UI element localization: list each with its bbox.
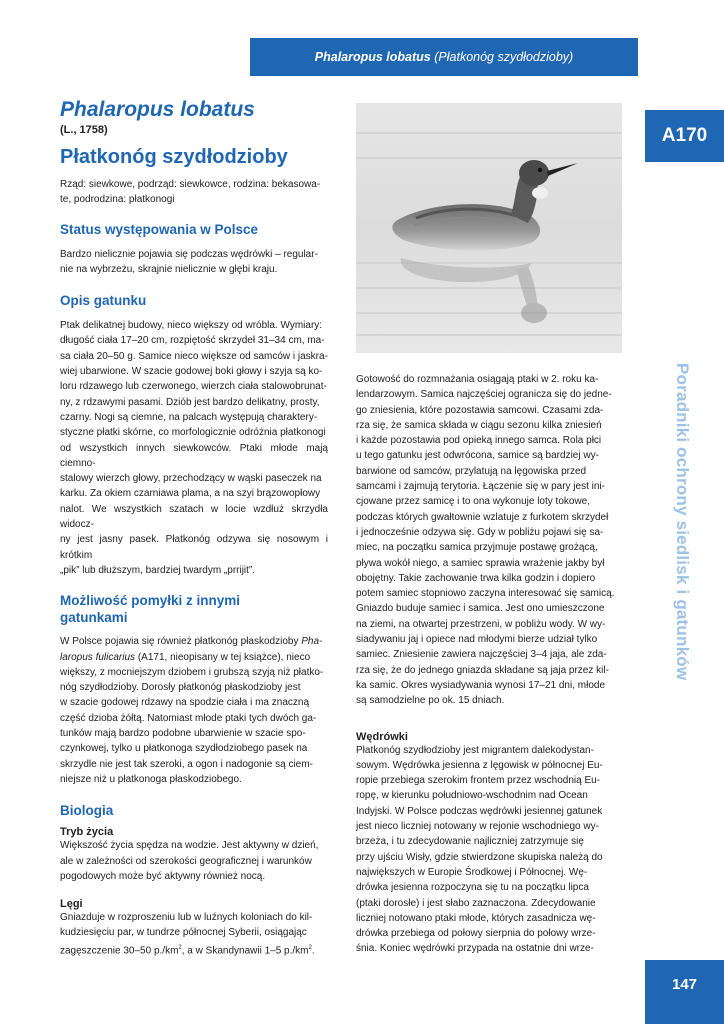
pomylki-line: część dzioba żółtą. Natomiast młode ptaki tych dwóch ga-	[60, 712, 317, 724]
legi-text: zagęszczenie 30–50 p./km	[60, 945, 179, 957]
wedrowki-line: sowym. Wędrówka jesienna z lęgowisk w północnej Eu-	[356, 759, 603, 771]
pomylki-line: tunków mają bardzo podobne ubarwienie w szacie spo-	[60, 728, 306, 740]
pomylki-latin: laropus fulicarius	[60, 651, 136, 663]
legi-line: Gniazduje w rozproszeniu lub w luźnych koloniach do kil-	[60, 912, 313, 924]
body-line: obojętny. Takie zachowanie trwa kilka godzin i dopiero	[356, 572, 596, 584]
body-line: na ziemi, na otwartej przestrzeni, w pobliżu wody. W wy-	[356, 618, 606, 630]
opis-line: długość ciała 17–20 cm, rozpiętość skrzydeł 31–34 cm, ma-	[60, 335, 325, 347]
status-line: nie na wybrzeżu, skrajnie nielicznie w głębi kraju.	[60, 263, 278, 275]
legi-text: , a w Skandynawii 1–5 p./km	[181, 945, 309, 957]
body-line: barwione od samców, przylatują na lęgowiska przed	[356, 465, 587, 477]
wedrowki-line: liczniej notowano ptaki młode, których zasadnicza wę-	[356, 912, 596, 924]
wedrowki-line: Indyjski. W Polsce podczas wędrówki jesiennej gatunek	[356, 805, 603, 817]
pomylki-heading	[60, 592, 328, 626]
header-species-latin: Phalaropus lobatus	[314, 50, 431, 64]
body-line: samcami i zajmują terytoria. Łączenie się w pary jest ini-	[356, 481, 605, 493]
body-line: Gotowość do rozmnażania osiągają ptaki w 2. roku ka-	[356, 374, 599, 385]
pomylki-line: niejsze niż u płatkonoga płaskodziobego.	[60, 773, 242, 785]
pomylki-line: większy, z mocniejszym dziobem i grubszą szyją niż płatko-	[60, 666, 324, 678]
right-column	[356, 372, 622, 957]
body-line: miec, na początku samica przyjmuje postawę grożącą,	[356, 542, 598, 554]
species-latin-name: Phalaropus lobatus	[60, 98, 255, 121]
status-line: Bardzo nielicznie pojawia się podczas wędrówki – regular-	[60, 248, 318, 260]
opis-line: styczne płatki skórne, co morfologicznie odróżnia płatkonogi	[60, 427, 326, 439]
body-line: lendarzowym. Samica najczęściej ogranicza się do jedne-	[356, 389, 612, 401]
pomylki-line: w szacie godowej rdzawy na spodzie ciała i ma znaczną	[60, 697, 310, 709]
opis-line: czarny. Nogi są ciemne, na palcach występują charaktery-	[60, 411, 318, 423]
status-heading: Status występowania w Polsce	[60, 221, 259, 237]
opis-line: ny jest jasny pasek. Płatkonóg odzywa się nosowym i krótkim	[60, 534, 328, 561]
body-line: Gniazdo buduje samiec i samica. Jest ono umieszczone	[356, 603, 605, 615]
taxonomy-line: te, podrodzina: płatkonogi	[60, 194, 175, 206]
left-column	[60, 98, 328, 958]
pomylki-line: nóg szydłodzioby. Dorosły płatkonóg płaskodzioby jest	[60, 682, 301, 694]
body-line: rza się, że samica składa w ciągu sezonu kilka zniesień	[356, 419, 602, 431]
pomylki-text: (A171, nieopisany w tej książce), nieco	[135, 651, 311, 663]
body-line: samiec. Zniesienie zawiera najczęściej 3–4 jaja, ale zda-	[356, 649, 607, 661]
legi-line	[60, 941, 328, 959]
body-line: siadywaniu jaj i opiece nad młodymi bierze udział tylko	[356, 634, 598, 646]
opis-line: stalowy wierzch głowy, przechodzący w wąski paseczek na	[60, 473, 322, 485]
biologia-heading: Biologia	[60, 803, 114, 819]
wedrowki-heading: Wędrówki	[356, 730, 408, 743]
opis-heading: Opis gatunku	[60, 293, 147, 309]
side-title	[673, 363, 692, 773]
wedrowki-line: największych w Europie Środkowej i Północnej. Wę-	[356, 866, 588, 878]
pomylki-text: W Polsce pojawia się również płatkonóg płaskodzioby	[60, 636, 302, 648]
body-line: potem samiec stopniowo zaczyna interesować się samicą.	[356, 588, 615, 600]
tryb-line: Większość życia spędza na wodzie. Jest aktywny w dzień,	[60, 840, 319, 852]
opis-line: od wszystkich innych siewkowców. Ptaki młode mają ciemno-	[60, 442, 328, 469]
wedrowki-line: jest nieco liczniej notowany w rejonie wschodniego wy-	[356, 821, 599, 833]
body-line: rza się, że do jednego gniazda składane są jaja przez kil-	[356, 664, 609, 676]
species-author: (L., 1758)	[60, 124, 108, 136]
body-line: go zniesienia, które pozostawia samcowi. Czasami zda-	[356, 404, 604, 416]
opis-line: Ptak delikatnej budowy, nieco większy od wróbla. Wymiary:	[60, 320, 323, 332]
opis-line: karku. Za okiem czarniawa plama, a na szyi brązowopłowy	[60, 488, 321, 500]
pomylki-line	[60, 634, 328, 649]
opis-line: wiej ubarwione. W szacie godowej boki głowy i szyja są ko-	[60, 366, 323, 378]
body-line: i każde pozostawia pod opieką innego samca. Rola płci	[356, 435, 602, 447]
opis-line: „pik” lub dłuższym, bardziej twardym „prrijit”.	[60, 564, 256, 576]
wedrowki-line: (ptaki dorosłe) i jest słabo zaznaczona. Zdecydowanie	[356, 897, 596, 909]
species-polish-name: Płatkonóg szydłodzioby	[60, 146, 288, 168]
body-line: u tego gatunku jest odwrócona, samice są bardziej wy-	[356, 450, 599, 462]
wedrowki-line: brzeża, i tu zdecydowanie najliczniej zatrzymuje się	[356, 836, 584, 848]
pomylki-heading-line2: gatunkami	[60, 610, 128, 626]
pomylki-latin: Pha-	[301, 636, 323, 648]
taxonomy-line: Rząd: siewkowe, podrząd: siewkowce, rodzina: bekasowa-	[60, 179, 321, 190]
body-line: są samodzielne po ok. 15 dniach.	[356, 695, 505, 707]
wedrowki-line: ropę, w kierunku południowo-wschodnim nad Ocean	[356, 790, 588, 802]
legi-line: kudziesięciu par, w tundrze północnej Syberii, osiągając	[60, 927, 307, 939]
bird-illustration	[356, 103, 622, 353]
wedrowki-line: drówka przebiega od połowy sierpnia do połowy wrze-	[356, 928, 596, 940]
header-species-polish: (Płatkonóg szydłodzioby)	[434, 50, 574, 64]
pomylki-line: czynkowej, tylko u płatkonoga szydłodziobego pasek na	[60, 743, 308, 755]
legi-text: .	[311, 945, 315, 957]
wedrowki-line: drówka jesienna rozpoczyna się tu na początku lipca	[356, 882, 589, 894]
opis-line: nalot. We wszystkich szatach w locie wzdłuż skrzydła widocz-	[60, 503, 328, 531]
body-line: cjowane przez samicę i to ona wykonuje loty tokowe,	[356, 496, 591, 508]
body-line: podczas których gwałtownie wzlatuje z furkotem skrzydeł	[356, 511, 609, 523]
wedrowki-line: śnia. Koniec wędrówki przypada na ostatnie dni wrze-	[356, 943, 594, 955]
legi-sup: 2	[178, 944, 182, 951]
wedrowki-line: ropie przebiega szerokim frontem przez wschodnią Eu-	[356, 775, 600, 787]
body-line: ka samic. Okres wysiadywania wynosi 17–21 dni, młode	[356, 679, 605, 691]
tryb-line: pogodowych może być aktywny również nocą.	[60, 870, 266, 882]
legi-heading: Lęgi	[60, 898, 83, 911]
wedrowki-line: przy ujściu Wisły, gdzie stwierdzone skupiska należą do	[356, 851, 603, 863]
species-code-tab: A170	[645, 110, 724, 162]
body-line: pływa wokół niego, a samiec sprawia wrażenie jakby był	[356, 557, 605, 569]
pomylki-line: skrzydle nie jest tak szeroki, a ogon i nadogonie są ciem-	[60, 758, 313, 770]
side-title-text: Poradniki ochrony siedlisk i gatunków	[673, 363, 692, 681]
body-line: i jednocześnie odzywa się. Gdy w pobliżu pojawi się sa-	[356, 526, 604, 538]
tryb-line: ale w zależności od szerokości geograficznej i warunków	[60, 855, 312, 867]
pomylki-line	[60, 650, 328, 665]
opis-line: ny, z rdzawymi pasami. Dziób jest bardzo delikatny, prosty,	[60, 396, 320, 408]
tryb-heading: Tryb życia	[60, 826, 114, 839]
running-header	[250, 38, 638, 76]
pomylki-heading-line1: Możliwość pomyłki z innymi	[60, 593, 241, 609]
bird-photo	[356, 103, 622, 353]
opis-line: loru rdzawego lub czerwonego, wierzch ciała stalowobrunat-	[60, 381, 327, 393]
wedrowki-line: Płatkonóg szydłodzioby jest migrantem dalekodystan-	[356, 744, 594, 756]
legi-sup: 2	[308, 944, 312, 951]
page-number: 147	[645, 960, 724, 1024]
opis-line: sa ciała 20–50 g. Samice nieco większe od samców i jaskra-	[60, 350, 328, 362]
